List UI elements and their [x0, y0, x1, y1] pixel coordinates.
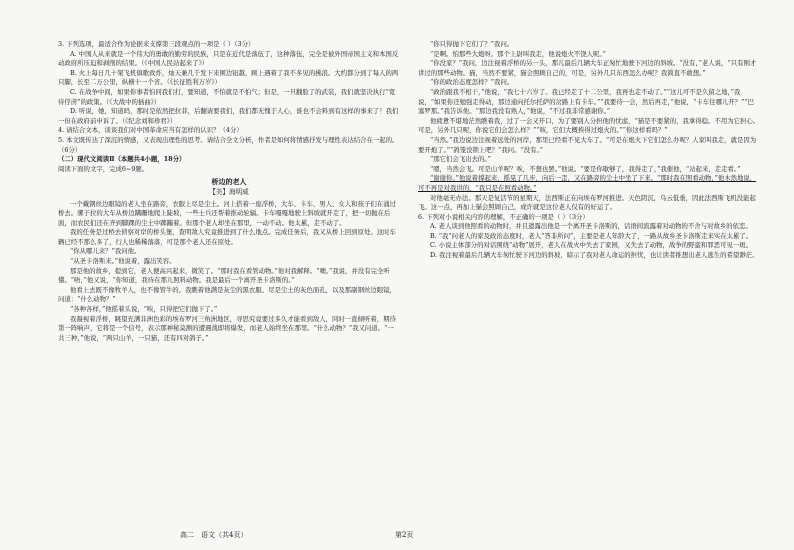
- right-column-paragraph: “你没家？”我问，边注视着浮桥的另一头，那儿最后几辆大车正匆忙地驶下河边的斜坡。“没有，”老人说，“只有刚才讲过的那些动物。猫，当然不要紧，猫会照顾自己的，可是，另外几只东西怎么办呢？我简直不敢想。”: [418, 59, 757, 77]
- left-column-paragraph: 4. 请结合文本，谈谈我们对中国革命应当有怎样的认识？（4分）: [58, 126, 243, 135]
- right-column-paragraph: “那它们会飞出去的。”: [430, 155, 491, 164]
- right-column-paragraph: 6. 下列对小说相关内容的理解，不正确的一项是（ ）（3分）: [418, 212, 589, 221]
- right-column-paragraph: D. 我注视着最后几辆大车匆忙驶下河边的斜坡，暗示了我对老人命运的担忧，也让读者推想出老人逃生的希望渺茫。: [430, 251, 759, 260]
- right-column-paragraph: “嗯，当然会飞。可是山羊呢？唉，不想也罢。”他说。“要是你歇够了，我得走了，”我催他，“站起来，走走看。”: [430, 164, 741, 173]
- right-column-paragraph: “政治跟我不相干，”他说，“我七十六岁了。我已经走了十二公里，我再也走不动了。”“这儿可不是久留之地，”我说，“如果你还勉强走得动，那边通向托尔托萨的岔路上有卡车。”“我要待一会，然后再走，”他说，“卡车往哪儿开？”“巴塞罗那。”我告诉他。“那边我没有熟人，”他说，“不过我非常感谢你。”: [418, 87, 754, 116]
- right-column-paragraph: “是啊。怕那些大炮呀。那个上尉叫我走，他说炮火不饶人呢。”: [430, 49, 606, 58]
- left-column-paragraph: 我的任务是过桥去侦察对岸的桥头堡，查明敌人究竟推进到了什么地点。完成任务后，我又从桥上回到原处。这时车辆已经不那么多了，行人也稀稀落落，可是那个老人还在原处。: [58, 228, 396, 246]
- left-column-paragraph: 他看上去既不像牧羊人，也不像管牛的。我瞧着他满是灰尘的黑衣服、尽是尘土的灰色面孔，以及那副钢丝边眼镜，问道：“什么动物？”: [58, 285, 396, 304]
- left-column-paragraph: 桥边的老人: [211, 177, 247, 187]
- left-column-paragraph: “你从哪儿来？”我问他。: [70, 247, 141, 256]
- left-column: [58, 40, 400, 343]
- right-column-paragraph: “你只得抛下它们了？”我问。: [430, 40, 514, 48]
- footer-page-number: 第2页: [395, 531, 414, 539]
- right-column-paragraph: “你的政治态度怎样？”我问。: [430, 78, 514, 87]
- right-column-paragraph: “当然。”我边说边注视着远处的河岸，那里已经看不见大车了。“可是在炮火下它们怎么办呢？人家叫我走，就是因为要开炮了。”“鸽笼没锁上吧？”我问。“没有。”: [418, 135, 757, 154]
- right-column-paragraph: “谢谢你。”他说着撑起来，摇晃了几步，向后一歪，又在路旁的尘土中坐了下来。“那时我在照看动物，”他木然地说，可不再是对我讲的，“我只是在照看动物。”: [418, 174, 757, 192]
- left-column-paragraph: 3. 下列选项，最适合作为论据来支撑第三段观点的一项是（ ）（3分）: [58, 40, 255, 48]
- right-column-paragraph: A. 老人谈到他照看的动物时，并且遗露出他是一个离开圣卡洛斯的，话语间流露着对动物的不舍与对故乡的依恋。: [430, 222, 752, 231]
- right-column: [418, 40, 760, 261]
- left-column-paragraph: A. 中国人从来就是一个伟大的勇敢的勤劳的民族，只是在近代是落伍了，这种落伍，完全是被外国帝国主义和本国反动政府所压迫和剥削的结果。（《中国人民站起来了》）: [58, 49, 399, 68]
- left-column-paragraph: 一个戴钢丝边眼镜的老人坐在路旁，衣服上尽是尘土。河上搭着一座浮桥，大车、卡车、男人、女人和孩子们在涌过桥去。骡子拉的大车从桥边蹒跚地爬上陡坡，一些士兵还帮着推动轮辐。卡车嘎嘎地驶上斜坡就开走了，把一切抛在后面，而农民们还在齐到脚踝的尘土中踯躅着。但那个老人却坐在那里，一动不动。他太累，走不动了。: [58, 199, 396, 227]
- left-column-paragraph: 那是他的故乡，提到它，老人便高兴起来，微笑了。“那时我在看管动物。”他对我解释。“噢。”我说，并没有完全听懂。“唔，”他又说，“你知道，我待在那儿照料动物。我是最后一个离开圣卡洛斯的。”: [58, 266, 390, 285]
- left-column-paragraph: 【美】海明威: [209, 187, 249, 196]
- left-column-paragraph: 5. 本文既传达了深沉的情感，又表现出理性的思考。请结合全文分析，作者是如何将情感抒发与理性表达结合在一起的。（6分）: [58, 135, 399, 154]
- footer-left: 高二 语文（共4页）: [180, 531, 248, 539]
- right-column-paragraph: B. “我”问老人的家及政治态度时，老人“答非所问”，主要是老人年龄大了，一路从故乡圣卡洛斯走来实在太累了。: [430, 231, 753, 240]
- left-column-paragraph: B. 火上每日几十架飞机俱歌致炸，灿天兼几千发下来围边钮越，顾上遇着了我不多见的拂浪。大约都分到了每人的两只脚，长至二万公里，纵横十一个省。（《长征胜利万岁》）: [58, 68, 399, 87]
- right-column-paragraph: 他疲惫不堪地茫然瞧着我，过了一会又开口，为了要别人分担他的忧虑，“猫是不要紧的，我拿得稳。不用为它担心。可是，另外几只呢，你说它们会怎么样？”“咳，它们大概挨得过炮火的。”“你这样看吗？”: [418, 116, 760, 135]
- right-column-paragraph: 对他毫无办法。那天是复活节的星期天，法西斯正在向埃布罗河推进。天色阴沉，乌云低垂，因此法西斯飞机没能起飞。这一点，再加上猫会照顾自己，或许就是这位老人仅有的好运了。: [418, 193, 756, 212]
- left-column-paragraph: 我凝视着浮桥，眺望充满非洲色彩的埃布罗河三角洲地区，寻思究竟要过多久才能看到敌人，同时一直倾听着，期待第一阵响声，它将是一个信号，表示那神秘莫测的遭遇战即将爆发，而老人始终坐在那里。“什么动物？”我又问道。“一共三种，”他说，“两只山羊，一只猫，还有四对鸽子。”: [58, 314, 396, 342]
- left-column-paragraph: （二）现代文阅读Ⅱ（本题共4小题，18分）: [58, 155, 186, 164]
- left-column-paragraph: “从圣卡洛斯来。”他说着，露出笑容。: [70, 257, 176, 266]
- left-column-paragraph: C. 在战争中间，如果你事者怕同我们打，要知道，不怕就是不怕气；但是，一旦翻脸了的武装，我们就坚决执行“宽待俘虏”的政策。（《大战中的插曲》）: [58, 87, 396, 106]
- left-column-paragraph: D. 听说，她，知道吗，那时是依然把拉菲，后翻请要我们，我们都无愧于人心，谁也不会料到有这样的事来了！我们一但在政府前申诉了。（《纪念刘和珍君》）: [58, 107, 399, 125]
- left-column-paragraph: 阅读下面的文字，完成6~9题。: [58, 164, 149, 173]
- right-column-paragraph: C. 小说主体部分的对话围绕“动物”展开，老人在战火中失去了家园，又失去了动物，战争的野蛮和罪恶可见一斑。: [430, 241, 753, 250]
- left-column-paragraph: “各种各样，”他摇着头说，“唉，只得把它们抛下了。”: [70, 305, 218, 314]
